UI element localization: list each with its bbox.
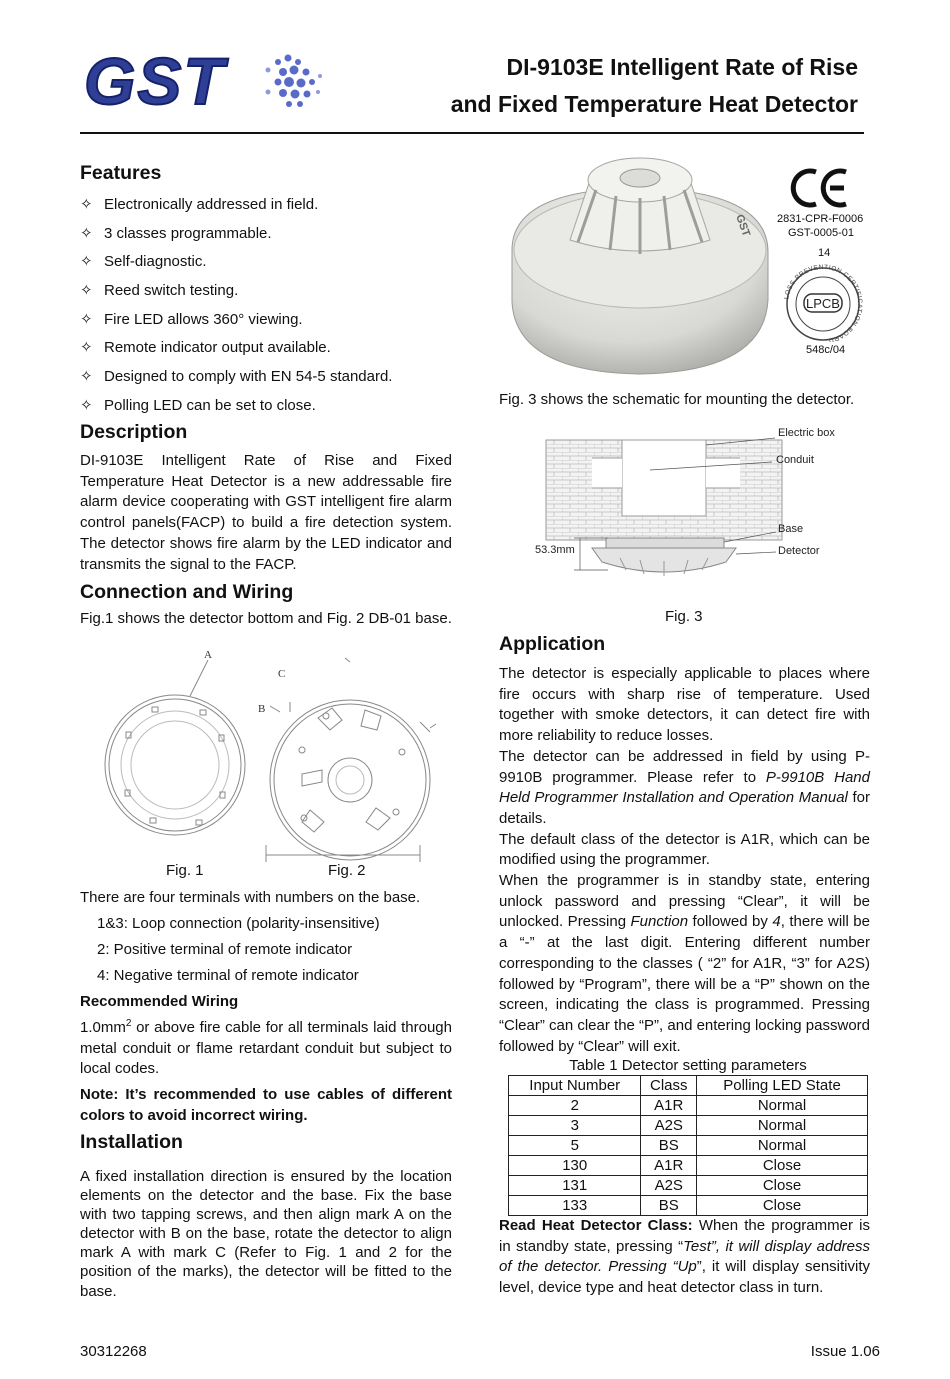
terminal-item: 2: Positive terminal of remote indicator	[97, 941, 353, 958]
document-title-line2: and Fixed Temperature Heat Detector	[450, 91, 858, 117]
table-cell: Normal	[697, 1116, 868, 1136]
fig3-intro: Fig. 3 shows the schematic for mounting the detector.	[499, 391, 855, 408]
settings-table	[508, 1075, 868, 1216]
column-header: Polling LED State	[697, 1076, 868, 1096]
label-conduit: Conduit	[776, 454, 814, 466]
cert-year: 14	[818, 247, 831, 259]
connection-heading: Connection and Wiring	[80, 581, 294, 603]
label-electric-box: Electric box	[778, 427, 835, 439]
document-title-line1: DI-9103E Intelligent Rate of Rise	[506, 54, 858, 80]
table-cell: 3	[509, 1116, 641, 1136]
star-bullet-icon: ✧	[80, 368, 93, 385]
table-row	[509, 1156, 868, 1176]
table-cell: Close	[697, 1176, 868, 1196]
document-number: 30312268	[80, 1343, 147, 1360]
table-cell: 2	[509, 1096, 641, 1116]
mark-c-label: C	[278, 668, 286, 680]
table-row	[509, 1196, 868, 1216]
star-bullet-icon: ✧	[80, 196, 93, 213]
feature-item: ✧ Polling LED can be set to close.	[80, 396, 316, 414]
table-row	[509, 1136, 868, 1156]
table-cell: A2S	[641, 1176, 697, 1196]
lpcb-ring-text: LOSS PREVENTION CERTIFICATION BOARD	[783, 264, 864, 342]
label-base: Base	[778, 523, 804, 535]
installation-text: A fixed installation direction is ensured by the location elements on the detector and the base. Fix the base with two tapping screws, and then align mark A on the detector with B on the base, rotate the detector to align mark A with mark C (Refer to Fig. 1 and 2 for the position of the marks), the detector will be fitted to the base.	[80, 1168, 452, 1300]
gst-code: GST-0005-01	[788, 227, 855, 239]
fig1-caption: Fig. 1	[166, 862, 204, 879]
table-cell: Close	[697, 1196, 868, 1216]
lpcb-number: 548c/04	[806, 344, 846, 356]
application-p2: The detector can be addressed in field by using P-9910B programmer. Please refer to P-9910B Hand Held Programmer Installation and Operation Manual for details.	[499, 747, 870, 827]
table-cell: 133	[509, 1196, 641, 1216]
terminal-item: 4: Negative terminal of remote indicator	[97, 967, 359, 984]
table-cell: A1R	[641, 1156, 697, 1176]
fig1-fig2-drawing	[90, 640, 450, 865]
wiring-note: Note: It’s recommended to use cables of different colors to avoid incorrect wiring.	[80, 1086, 452, 1124]
table-cell: Normal	[697, 1136, 868, 1156]
fig2-caption: Fig. 2	[328, 862, 366, 879]
table-row	[509, 1116, 868, 1136]
dimension-label: 53.3mm	[535, 544, 575, 556]
column-header: Input Number	[509, 1076, 641, 1096]
table-cell: A1R	[641, 1096, 697, 1116]
table-cell: 131	[509, 1176, 641, 1196]
application-p4: When the programmer is in standby state, entering unlock password and pressing “Clear”, it will be unlocked. Pressing Function followed by 4, there will be a “-” at the last digit. Entering different number corresponding to the classes ( “2” for A1R, “3” for A2S) followed by “Program”, there will be a “P” shown on the screen, indicating the class is programmed. Pressing “Clear” can clear the “P”, and entering locking password followed by “Clear” will exit.	[499, 872, 871, 1055]
table-cell: Normal	[697, 1096, 868, 1116]
table-cell: BS	[641, 1196, 697, 1216]
cpr-number: 2831-CPR-F0006	[777, 213, 864, 225]
application-text	[499, 664, 870, 1057]
table-cell: 130	[509, 1156, 641, 1176]
table-cell: Close	[697, 1156, 868, 1176]
table-cell: A2S	[641, 1116, 697, 1136]
star-bullet-icon: ✧	[80, 339, 93, 356]
fig3-schematic	[530, 420, 860, 585]
issue-number: Issue 1.06	[810, 1343, 880, 1360]
svg-text:GST: GST	[733, 212, 753, 239]
terminals-intro: There are four terminals with numbers on the base.	[80, 889, 421, 906]
table-cell: BS	[641, 1136, 697, 1156]
application-p1: The detector is especially applicable to places where fire occurs with sharp rise of temperature. Used together with smoke detectors, it can detect fire with more reliability to reduce losses.	[499, 665, 870, 745]
logo-text: GST	[84, 48, 226, 114]
read-class-text: Read Heat Detector Class: When the programmer is in standby state, pressing “Test”, it will display address of the detector. Pressing “Up”, it will display sensitivity level, device type and heat detector class in turn.	[499, 1217, 870, 1297]
connection-intro: Fig.1 shows the detector bottom and Fig. 2 DB-01 base.	[80, 610, 452, 627]
ce-mark-icon	[790, 166, 850, 210]
star-bullet-icon: ✧	[80, 282, 93, 299]
application-heading: Application	[499, 633, 606, 655]
feature-item: ✧ Reed switch testing.	[80, 282, 239, 299]
table-header-row	[509, 1076, 868, 1096]
feature-item: ✧ Electronically addressed in field.	[80, 196, 319, 213]
star-bullet-icon: ✧	[80, 396, 93, 414]
header-divider	[80, 132, 864, 134]
wiring-heading: Recommended Wiring	[80, 993, 239, 1010]
star-bullet-icon: ✧	[80, 310, 93, 328]
features-heading: Features	[80, 162, 162, 184]
star-bullet-icon: ✧	[80, 224, 93, 242]
label-detector: Detector	[778, 545, 820, 557]
lpcb-logo	[778, 264, 868, 342]
fig3-caption: Fig. 3	[665, 608, 703, 625]
table-row	[509, 1176, 868, 1196]
application-p3: The default class of the detector is A1R, which can be modified using the programmer.	[499, 830, 870, 869]
feature-item: ✧ Designed to comply with EN 54-5 standard.	[80, 368, 393, 385]
lpcb-label: LPCB	[806, 296, 840, 311]
column-header: Class	[641, 1076, 697, 1096]
description-text: DI-9103E Intelligent Rate of Rise and Fixed Temperature Heat Detector is a new addressable fire alarm device cooperating with GST intelligent fire alarm control panels(FACP) to build a fire detection system. The detector shows fire alarm by the LED indicator and transmits the signal to the FACP.	[80, 452, 452, 573]
detector-photo	[500, 150, 780, 382]
table-row	[509, 1096, 868, 1116]
description-heading: Description	[80, 421, 188, 443]
feature-item: ✧ 3 classes programmable.	[80, 224, 272, 242]
wiring-text: $1.0mm^2$ or above fire cable for all terminals laid through metal conduit or flame retardant conduit but subject to local codes.	[80, 1018, 452, 1077]
star-bullet-icon: ✧	[80, 253, 93, 270]
mark-b-label: B	[258, 703, 266, 715]
mark-a-label: A	[204, 649, 212, 661]
table-cell: 5	[509, 1136, 641, 1156]
gst-logo	[82, 48, 342, 114]
table-caption: Table 1 Detector setting parameters	[569, 1057, 807, 1074]
feature-item: ✧ Remote indicator output available.	[80, 339, 331, 356]
terminal-item: 1&3: Loop connection (polarity-insensitive)	[97, 915, 380, 932]
feature-item: ✧ Self-diagnostic.	[80, 253, 207, 270]
installation-heading: Installation	[80, 1131, 183, 1153]
feature-item: ✧ Fire LED allows 360° viewing.	[80, 310, 303, 328]
